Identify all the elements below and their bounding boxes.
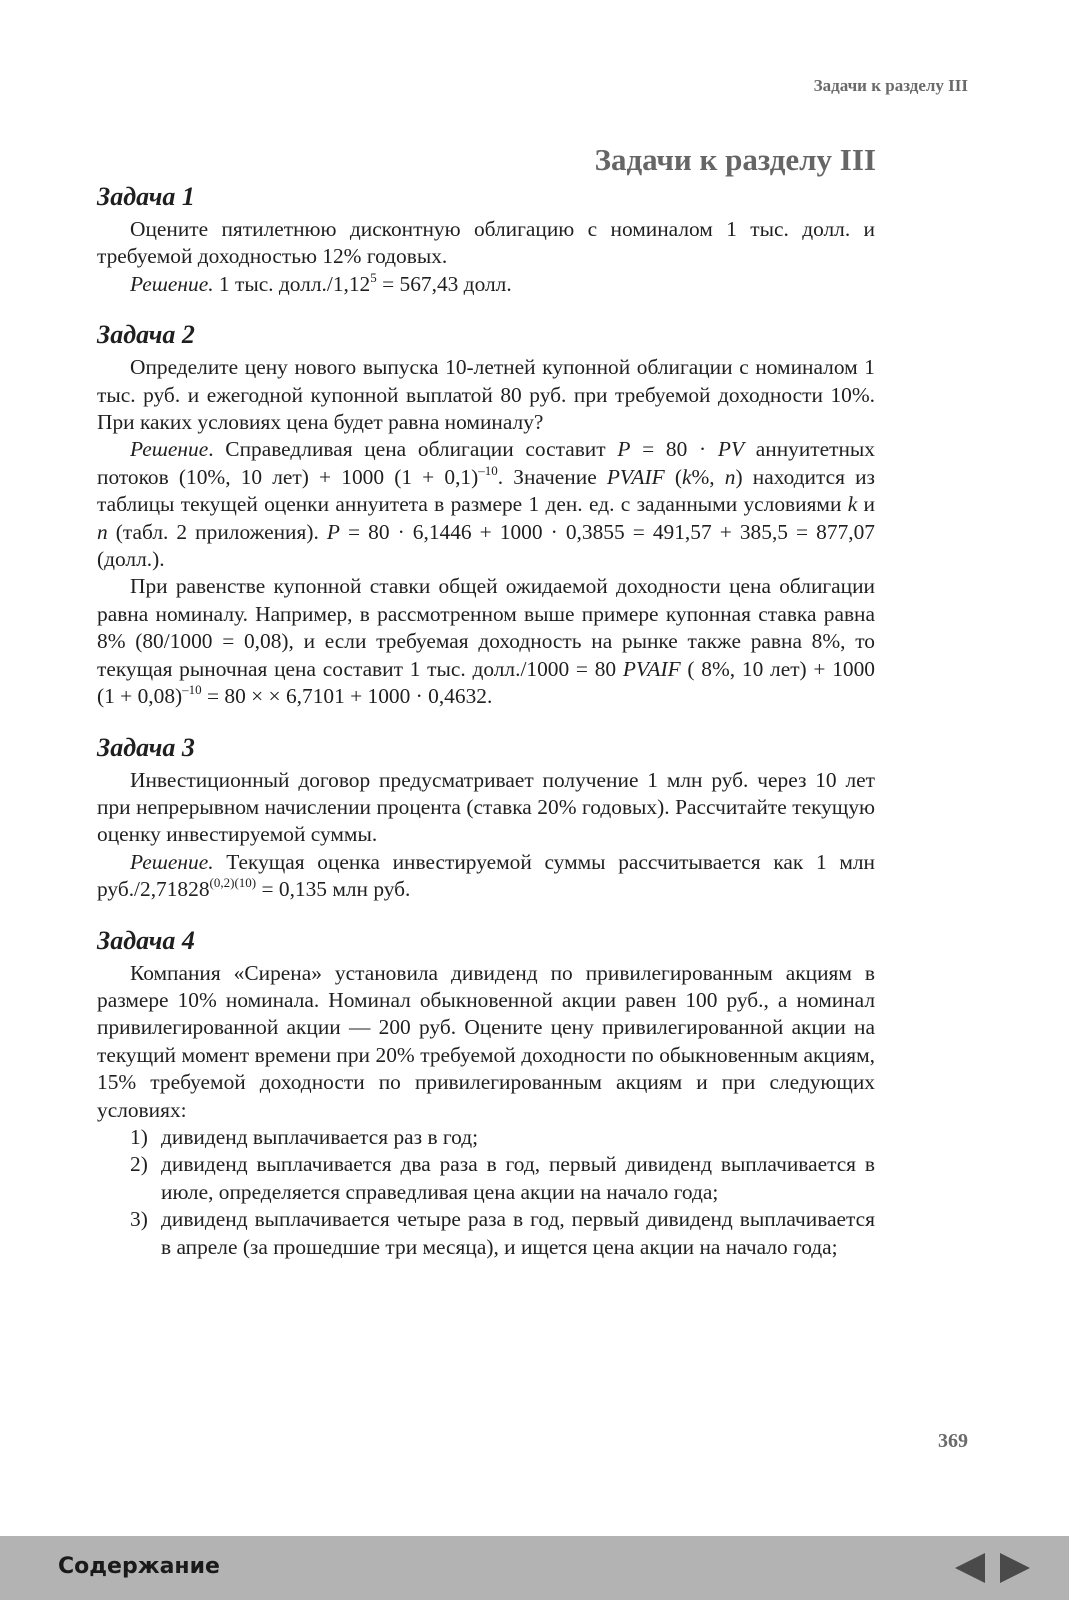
solution-label: Решение.	[130, 271, 214, 296]
exponent: 5	[370, 269, 377, 285]
section-title: Задачи к разделу III	[594, 142, 876, 177]
task-3-solution	[97, 849, 875, 904]
list-number: 2)	[130, 1152, 148, 1177]
contents-link[interactable]: Содержание	[58, 1554, 220, 1579]
solution-text: . Справедливая цена облигации составит	[208, 437, 618, 462]
list-item	[97, 1124, 875, 1151]
exponent: (0,2)(10)	[209, 875, 257, 891]
task-3-problem: Инвестиционный договор предусматривает получение 1 млн руб. через 10 лет при непрерывном начислении процента (ставка 20% годовых). Рассчитайте текущую оценку инвестируемой суммы.	[97, 767, 875, 847]
solution-text: %,	[691, 464, 725, 489]
solution-text: = 567,43 долл.	[376, 271, 512, 296]
explanation-text: = 80 × × 6,7101 + 1000 · 0,4632.	[201, 684, 493, 709]
explanation-text: ( 8%, 10 лет) + 1000 (1 + 0,08)	[97, 656, 875, 709]
exponent: –10	[182, 682, 202, 698]
math-var: PVAIF	[622, 656, 681, 681]
solution-label: Решение.	[130, 849, 214, 874]
task-3-heading: Задача 3	[97, 732, 195, 762]
task-1-heading: Задача 1	[97, 182, 195, 211]
list-text: дивиденд выплачивается раз в год;	[161, 1124, 479, 1149]
solution-text: (табл. 2 приложения).	[107, 519, 327, 544]
math-var: PV	[717, 437, 745, 462]
triangle-left-icon[interactable]	[955, 1553, 985, 1583]
list-item	[97, 1151, 875, 1206]
task-1-solution	[97, 271, 875, 298]
task-2-heading: Задача 2	[97, 320, 195, 350]
list-text: дивиденд выплачивается четыре раза в год, первый дивиденд выплачивается в апреле (за прошедшие три месяца), и ищется цена акции на начало года;	[161, 1207, 875, 1259]
solution-text: 1 тыс. долл./1,12	[213, 271, 371, 296]
math-var: k	[847, 492, 858, 517]
solution-text: = 80 · 6,1446 + 1000 · 0,3855 = 491,57 + 385,5 = 877,07 (долл.).	[97, 519, 875, 572]
task-2-problem: Определите цену нового выпуска 10-летней купонной облигации с номиналом 1 тыс. руб. и ежегодной купонной выплатой 80 руб. при требуемой доходности 10%. При каких условиях цена будет равна номиналу?	[97, 355, 875, 435]
solution-label: Решение	[130, 437, 209, 462]
solution-text: и	[857, 492, 876, 517]
math-var: P	[326, 519, 340, 544]
page-content	[97, 180, 875, 1261]
task-4-heading: Задача 4	[97, 925, 195, 955]
math-var: n	[97, 519, 108, 544]
solution-text: ) находится из таблицы текущей оценки аннуитета в размере 1 ден. ед. с заданными условиями	[97, 464, 875, 517]
page-number: 369	[938, 1430, 968, 1452]
task-4-conditions-list	[97, 1124, 875, 1261]
solution-text: = 0,135 млн руб.	[256, 877, 411, 902]
task-2-solution	[97, 436, 875, 573]
list-text: дивиденд выплачивается два раза в год, первый дивиденд выплачивается в июле, определяется справедливая цена акции на начало года;	[161, 1152, 875, 1204]
triangle-right-icon[interactable]	[1000, 1553, 1030, 1583]
math-var: P	[617, 437, 631, 462]
exponent: –10	[478, 462, 498, 478]
solution-text: (	[664, 464, 682, 489]
solution-text: = 80 ·	[630, 437, 718, 462]
solution-text: Текущая оценка инвестируемой суммы рассчитывается как 1 млн руб./2,71828	[97, 849, 875, 902]
task-2-explanation	[97, 573, 875, 710]
task-4-problem: Компания «Сирена» установила дивиденд по привилегированным акциям в размере 10% номинала. Номинал обыкновенной акции равен 100 руб., а номинал привилегированной акции — 200 руб. Оцените цену привилегированной акции на текущий момент времени при 20% требуемой доходности по обыкновенным акциям, 15% требуемой доходности по привилегированным акциям и при следующих условиях:	[97, 960, 875, 1122]
explanation-text: При равенстве купонной ставки общей ожидаемой доходности цена облигации равна номиналу. Например, в рассмотренном выше примере купонная ставка равна 8% (80/1000 = 0,08), и если требуемая доходность на рынке также равна 8%, то текущая рыночная цена составит 1 тыс. долл./1000 = 80	[97, 574, 875, 681]
solution-text: аннуитетных потоков (10%, 10 лет) + 1000 (1 + 0,1)	[97, 437, 875, 489]
running-head: Задачи к разделу III	[813, 76, 968, 95]
list-number: 1)	[130, 1124, 148, 1149]
task-1-problem: Оцените пятилетнюю дисконтную облигацию с номиналом 1 тыс. долл. и требуемой доходностью 12% годовых.	[97, 217, 875, 269]
list-number: 3)	[130, 1207, 148, 1232]
footer-navigation-bar	[0, 1536, 1069, 1600]
list-item	[97, 1206, 875, 1261]
math-var: k	[681, 464, 692, 489]
math-var: n	[724, 464, 736, 489]
solution-text: . Значение	[497, 464, 607, 489]
math-var: PVAIF	[606, 464, 665, 489]
